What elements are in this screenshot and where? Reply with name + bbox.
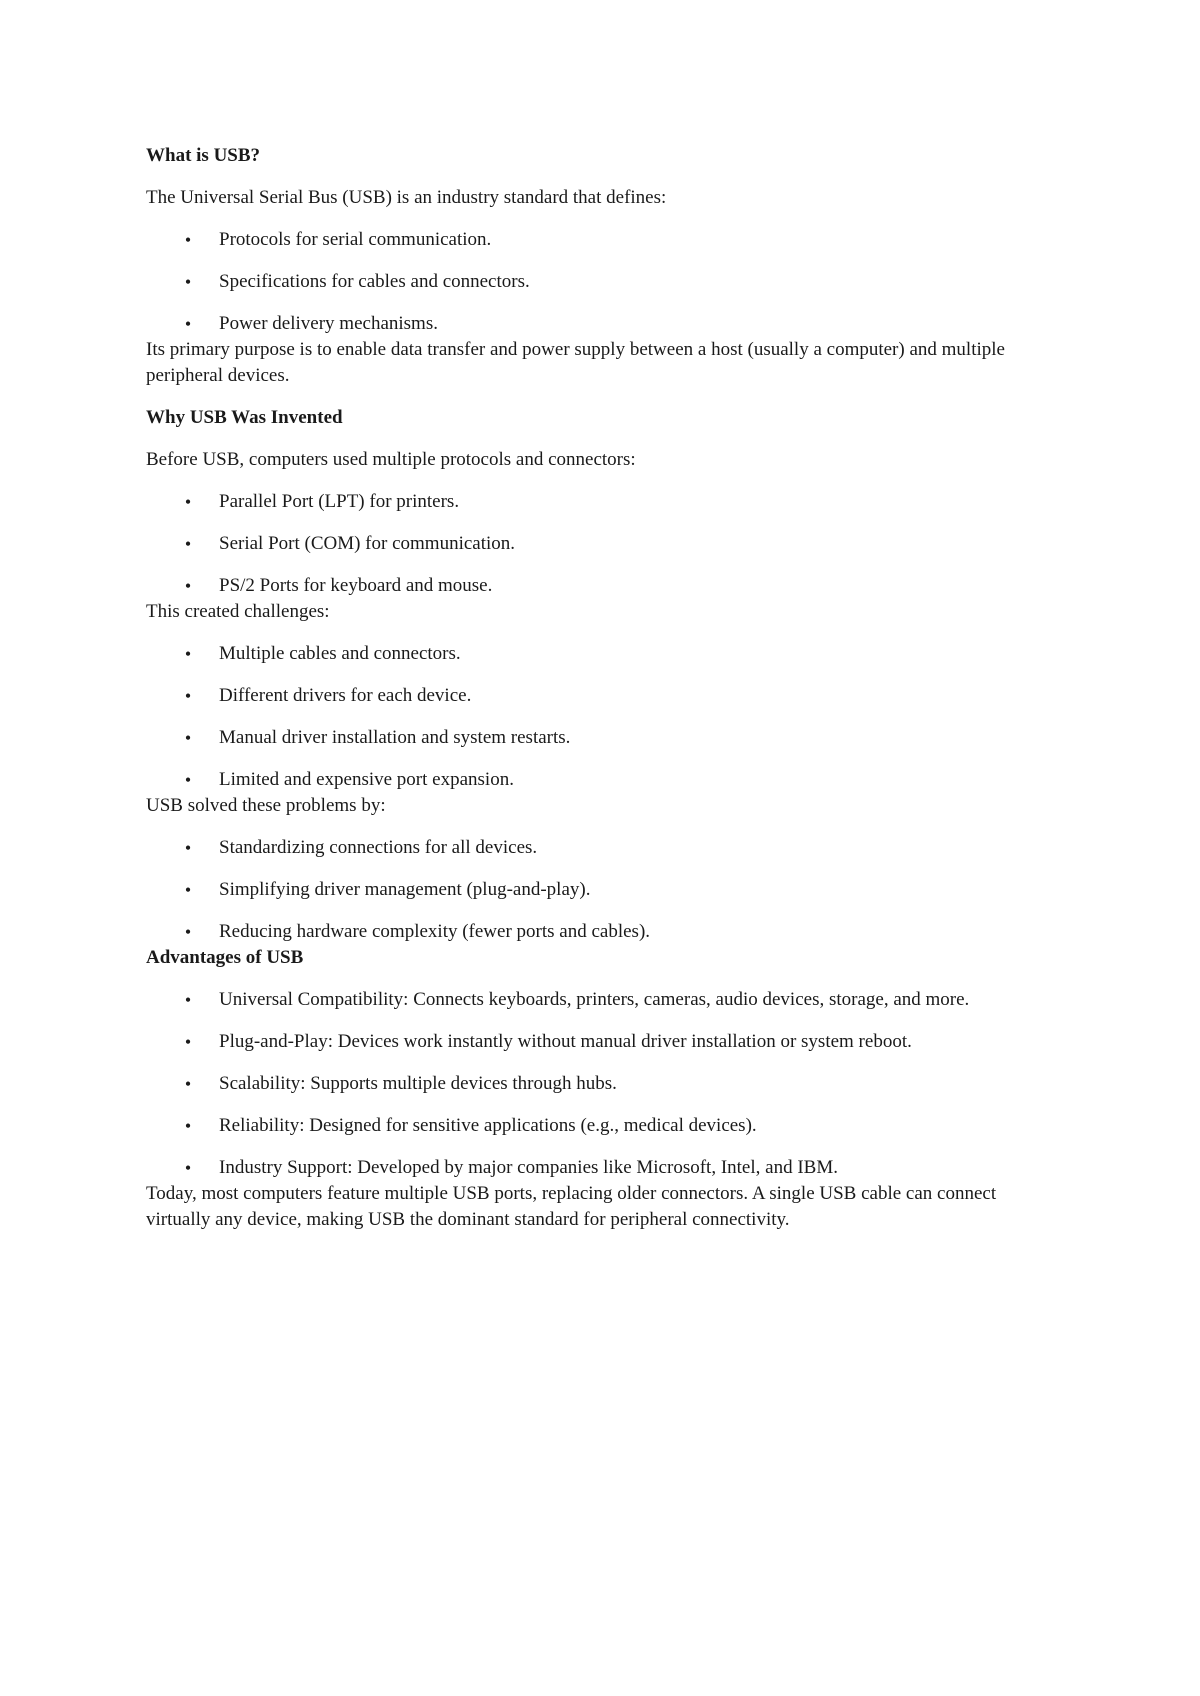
list-item <box>146 573 1056 599</box>
bullet-icon: • <box>184 686 192 706</box>
list-item-text: Scalability: Supports multiple devices through hubs. <box>219 1073 617 1094</box>
challenges-intro: This created challenges: <box>146 601 330 622</box>
list-item-text: Specifications for cables and connectors. <box>219 271 530 292</box>
list-item-text: Universal Compatibility: Connects keyboards, printers, cameras, audio devices, storage, and more. <box>219 989 970 1010</box>
bullet-icon: • <box>184 576 192 596</box>
list-item <box>146 767 1056 793</box>
document-body <box>146 143 1056 1249</box>
list-item-text: Protocols for serial communication. <box>219 229 492 250</box>
list-item-text: Serial Port (COM) for communication. <box>219 533 516 554</box>
list-item <box>146 1029 1056 1055</box>
purpose-paragraph: Its primary purpose is to enable data transfer and power supply between a host (usually a computer) and multiple peripheral devices. <box>146 339 1005 386</box>
list-item <box>146 835 1056 861</box>
section-intro: The Universal Serial Bus (USB) is an industry standard that defines: <box>146 187 667 208</box>
section-heading-advantages: Advantages of USB <box>146 947 304 968</box>
challenges-list <box>146 641 1056 793</box>
solutions-intro: USB solved these problems by: <box>146 795 386 816</box>
bullet-icon: • <box>184 880 192 900</box>
section-heading-why-invented: Why USB Was Invented <box>146 407 343 428</box>
section-intro: Before USB, computers used multiple protocols and connectors: <box>146 449 636 470</box>
bullet-icon: • <box>184 1116 192 1136</box>
bullet-icon: • <box>184 644 192 664</box>
list-item-text: Reliability: Designed for sensitive applications (e.g., medical devices). <box>219 1115 757 1136</box>
list-item-text: Parallel Port (LPT) for printers. <box>219 491 460 512</box>
bullet-icon: • <box>184 492 192 512</box>
bullet-icon: • <box>184 1074 192 1094</box>
bullet-icon: • <box>184 728 192 748</box>
solutions-list <box>146 835 1056 945</box>
list-item <box>146 725 1056 751</box>
list-item-text: PS/2 Ports for keyboard and mouse. <box>219 575 493 596</box>
bullet-icon: • <box>184 990 192 1010</box>
bullet-icon: • <box>184 314 192 334</box>
definition-list <box>146 227 1056 337</box>
list-item <box>146 641 1056 667</box>
bullet-icon: • <box>184 1032 192 1052</box>
list-item <box>146 1113 1056 1139</box>
advantages-list <box>146 987 1056 1181</box>
list-item-text: Different drivers for each device. <box>219 685 472 706</box>
bullet-icon: • <box>184 838 192 858</box>
bullet-icon: • <box>184 1158 192 1178</box>
list-item <box>146 987 1056 1013</box>
list-item-text: Simplifying driver management (plug-and-play). <box>219 879 591 900</box>
closing-paragraph: Today, most computers feature multiple USB ports, replacing older connectors. A single USB cable can connect virtually any device, making USB the dominant standard for peripheral connectivity. <box>146 1183 997 1230</box>
bullet-icon: • <box>184 770 192 790</box>
list-item <box>146 877 1056 903</box>
bullet-icon: • <box>184 922 192 942</box>
list-item-text: Multiple cables and connectors. <box>219 643 461 664</box>
list-item <box>146 1155 1056 1181</box>
list-item <box>146 489 1056 515</box>
list-item-text: Manual driver installation and system restarts. <box>219 727 571 748</box>
section-heading-what-is-usb: What is USB? <box>146 145 261 166</box>
list-item-text: Plug-and-Play: Devices work instantly without manual driver installation or system reboot. <box>219 1031 912 1052</box>
list-item <box>146 1071 1056 1097</box>
list-item-text: Reducing hardware complexity (fewer ports and cables). <box>219 921 651 942</box>
bullet-icon: • <box>184 534 192 554</box>
list-item-text: Limited and expensive port expansion. <box>219 769 514 790</box>
list-item <box>146 269 1056 295</box>
list-item-text: Industry Support: Developed by major companies like Microsoft, Intel, and IBM. <box>219 1157 838 1178</box>
list-item-text: Standardizing connections for all devices. <box>219 837 538 858</box>
list-item <box>146 227 1056 253</box>
list-item <box>146 311 1056 337</box>
bullet-icon: • <box>184 272 192 292</box>
list-item <box>146 683 1056 709</box>
bullet-icon: • <box>184 230 192 250</box>
legacy-ports-list <box>146 489 1056 599</box>
list-item-text: Power delivery mechanisms. <box>219 313 438 334</box>
list-item <box>146 531 1056 557</box>
list-item <box>146 919 1056 945</box>
